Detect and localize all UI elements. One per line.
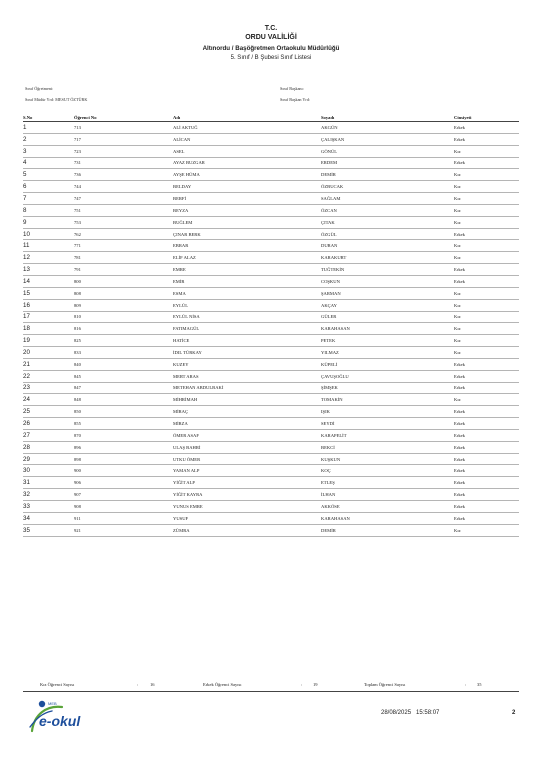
- table-row: [23, 240, 519, 252]
- row-first-name: FATIMAGÜL: [173, 323, 321, 335]
- table-row: [23, 406, 519, 418]
- table-row: [23, 252, 519, 264]
- row-first-name: KUZEY: [173, 358, 321, 370]
- row-sno: 23: [23, 382, 74, 394]
- row-last-name: AKGÜN: [321, 122, 454, 134]
- row-first-name: ÇINAR BERK: [173, 228, 321, 240]
- row-first-name: EMİR: [173, 275, 321, 287]
- boys-count-value: 19: [313, 682, 318, 687]
- row-first-name: YUNUS EMRE: [173, 501, 321, 513]
- row-last-name: AKKÖSE: [321, 501, 454, 513]
- row-last-name: TOMAKİN: [321, 394, 454, 406]
- row-first-name: YAMAN ALP: [173, 465, 321, 477]
- row-first-name: ZÜMRA: [173, 524, 321, 536]
- row-gender: Erkek: [454, 122, 519, 134]
- row-first-name: BELDAY: [173, 181, 321, 193]
- row-first-name: ASEL: [173, 145, 321, 157]
- row-first-name: HATİCE: [173, 335, 321, 347]
- table-row: [23, 157, 519, 169]
- row-last-name: SAĞLAM: [321, 193, 454, 205]
- row-sno: 11: [23, 240, 74, 252]
- table-row: [23, 370, 519, 382]
- row-sno: 34: [23, 512, 74, 524]
- row-gender: Kız: [454, 335, 519, 347]
- total-count-label: Toplam Öğrenci Sayısı: [364, 682, 406, 687]
- total-count-separator: :: [465, 682, 467, 687]
- row-student-no: 898: [74, 453, 173, 465]
- row-student-no: 816: [74, 323, 173, 335]
- header-governorship: ORDU VALİLİĞİ: [245, 34, 297, 41]
- svg-text:MEB: MEB: [48, 701, 57, 706]
- row-first-name: MİRAÇ: [173, 406, 321, 418]
- row-student-no: 800: [74, 275, 173, 287]
- row-first-name: YUSUF: [173, 512, 321, 524]
- row-first-name: ÖMER ASAF: [173, 429, 321, 441]
- row-sno: 9: [23, 216, 74, 228]
- table-row: [23, 204, 519, 216]
- row-first-name: ESMA: [173, 287, 321, 299]
- row-last-name: ÖZBUCAK: [321, 181, 454, 193]
- column-header-student-no: Öğrenci No: [74, 114, 173, 122]
- row-student-no: 791: [74, 264, 173, 276]
- row-gender: Kız: [454, 287, 519, 299]
- row-gender: Erkek: [454, 382, 519, 394]
- table-row: [23, 193, 519, 205]
- row-first-name: EYLÜL NİSA: [173, 311, 321, 323]
- row-student-no: 751: [74, 204, 173, 216]
- row-gender: Kız: [454, 524, 519, 536]
- table-row: [23, 169, 519, 181]
- row-gender: Kız: [454, 240, 519, 252]
- row-sno: 17: [23, 311, 74, 323]
- row-sno: 10: [23, 228, 74, 240]
- row-last-name: GÜLER: [321, 311, 454, 323]
- column-header-gender: Cinsiyeti: [454, 114, 519, 122]
- row-sno: 20: [23, 347, 74, 359]
- row-sno: 8: [23, 204, 74, 216]
- class-vice-president-label: Sınıf Başkan Yrd:: [280, 97, 311, 102]
- row-gender: Kız: [454, 252, 519, 264]
- row-student-no: 855: [74, 418, 173, 430]
- table-row: [23, 264, 519, 276]
- total-count-value: 35: [477, 682, 482, 687]
- row-sno: 35: [23, 524, 74, 536]
- row-gender: Kız: [454, 145, 519, 157]
- row-first-name: UTKU ÖMER: [173, 453, 321, 465]
- row-gender: Erkek: [454, 228, 519, 240]
- row-gender: Erkek: [454, 489, 519, 501]
- row-gender: Erkek: [454, 157, 519, 169]
- row-first-name: YİĞİT KAYRA: [173, 489, 321, 501]
- row-gender: Erkek: [454, 133, 519, 145]
- row-gender: Kız: [454, 311, 519, 323]
- table-row: [23, 133, 519, 145]
- row-gender: Erkek: [454, 418, 519, 430]
- row-last-name: KARAHASAN: [321, 323, 454, 335]
- row-first-name: MİHRİMAH: [173, 394, 321, 406]
- svg-text:e-okul: e-okul: [39, 713, 81, 729]
- row-last-name: KÜPELİ: [321, 358, 454, 370]
- table-row: [23, 335, 519, 347]
- row-gender: Erkek: [454, 370, 519, 382]
- row-last-name: DURAN: [321, 240, 454, 252]
- header-school: Altınordu / Başöğretmen Ortaokulu Müdürlüğü: [202, 45, 340, 52]
- row-last-name: ŞİMŞEK: [321, 382, 454, 394]
- row-last-name: BEKCİ: [321, 441, 454, 453]
- row-sno: 31: [23, 477, 74, 489]
- row-gender: Kız: [454, 323, 519, 335]
- table-row: [23, 299, 519, 311]
- row-gender: Kız: [454, 169, 519, 181]
- table-header-row: [23, 114, 519, 122]
- row-sno: 2: [23, 133, 74, 145]
- row-student-no: 781: [74, 252, 173, 264]
- row-sno: 30: [23, 465, 74, 477]
- row-student-no: 747: [74, 193, 173, 205]
- table-row: [23, 524, 519, 536]
- header-class-list-title: 5. Sınıf / B Şubesi Sınıf Listesi: [230, 55, 312, 61]
- row-student-no: 848: [74, 394, 173, 406]
- row-student-no: 911: [74, 512, 173, 524]
- girls-count-value: 16: [150, 682, 155, 687]
- row-first-name: ELİF ALAZ: [173, 252, 321, 264]
- row-student-no: 723: [74, 145, 173, 157]
- table-row: [23, 382, 519, 394]
- row-first-name: METEHAN ABDULBAKİ: [173, 382, 321, 394]
- row-first-name: MERT ARAS: [173, 370, 321, 382]
- row-student-no: 825: [74, 335, 173, 347]
- class-teacher-label: Sınıf Öğretmeni:: [25, 86, 54, 91]
- row-student-no: 833: [74, 347, 173, 359]
- row-last-name: KARAKURT: [321, 252, 454, 264]
- row-student-no: 896: [74, 441, 173, 453]
- table-row: [23, 512, 519, 524]
- row-last-name: KARAHASAN: [321, 512, 454, 524]
- row-last-name: DEMİR: [321, 169, 454, 181]
- row-student-no: 810: [74, 311, 173, 323]
- row-gender: Erkek: [454, 441, 519, 453]
- row-last-name: ÖZCAN: [321, 204, 454, 216]
- row-sno: 33: [23, 501, 74, 513]
- row-sno: 14: [23, 275, 74, 287]
- row-gender: Erkek: [454, 501, 519, 513]
- row-student-no: 753: [74, 216, 173, 228]
- row-last-name: PETEK: [321, 335, 454, 347]
- row-first-name: EBRAR: [173, 240, 321, 252]
- row-student-no: 717: [74, 133, 173, 145]
- row-sno: 24: [23, 394, 74, 406]
- row-gender: Kız: [454, 394, 519, 406]
- row-first-name: ULAŞ BAHRİ: [173, 441, 321, 453]
- row-sno: 13: [23, 264, 74, 276]
- row-last-name: ETLEŞ: [321, 477, 454, 489]
- print-datetime: 28/08/2025 15:58:07: [381, 710, 440, 716]
- footer-divider: [23, 691, 519, 692]
- row-last-name: ÇALIŞKAN: [321, 133, 454, 145]
- row-gender: Erkek: [454, 512, 519, 524]
- page-number: 2: [512, 710, 516, 716]
- row-student-no: 762: [74, 228, 173, 240]
- row-last-name: ÖZGÜL: [321, 228, 454, 240]
- row-student-no: 850: [74, 406, 173, 418]
- table-row: [23, 501, 519, 513]
- girls-count-separator: :: [137, 682, 139, 687]
- row-student-no: 908: [74, 501, 173, 513]
- table-row: [23, 453, 519, 465]
- table-row: [23, 441, 519, 453]
- class-vice-principal-label: Sınıf Müdür Yrd: MESUT ÖZTÜRK: [25, 97, 88, 102]
- row-sno: 26: [23, 418, 74, 430]
- column-header-sno: S.No: [23, 114, 74, 122]
- row-first-name: İDIL TÜRKAY: [173, 347, 321, 359]
- row-sno: 18: [23, 323, 74, 335]
- table-row: [23, 145, 519, 157]
- row-last-name: IŞIK: [321, 406, 454, 418]
- row-sno: 22: [23, 370, 74, 382]
- row-gender: Erkek: [454, 275, 519, 287]
- row-first-name: EMRE: [173, 264, 321, 276]
- table-row: [23, 181, 519, 193]
- table-row: [23, 323, 519, 335]
- table-row: [23, 394, 519, 406]
- row-gender: Kız: [454, 181, 519, 193]
- table-row: [23, 275, 519, 287]
- column-header-first-name: Adı: [173, 114, 321, 122]
- row-student-no: 736: [74, 169, 173, 181]
- table-row: [23, 228, 519, 240]
- row-sno: 7: [23, 193, 74, 205]
- row-student-no: 906: [74, 477, 173, 489]
- row-sno: 1: [23, 122, 74, 134]
- row-gender: Erkek: [454, 465, 519, 477]
- row-student-no: 900: [74, 465, 173, 477]
- table-row: [23, 311, 519, 323]
- row-first-name: BERFİ: [173, 193, 321, 205]
- table-row: [23, 477, 519, 489]
- row-student-no: 870: [74, 429, 173, 441]
- row-last-name: ÇITAK: [321, 216, 454, 228]
- row-sno: 29: [23, 453, 74, 465]
- table-row: [23, 216, 519, 228]
- row-last-name: ŞARMAN: [321, 287, 454, 299]
- row-sno: 25: [23, 406, 74, 418]
- row-student-no: 808: [74, 287, 173, 299]
- girls-count-label: Kız Öğrenci Sayısı: [40, 682, 75, 687]
- row-gender: Erkek: [454, 453, 519, 465]
- class-president-label: Sınıf Başkanı:: [280, 86, 304, 91]
- header-tc: T.C.: [264, 25, 278, 32]
- row-gender: Kız: [454, 193, 519, 205]
- row-last-name: SEYDİ: [321, 418, 454, 430]
- row-student-no: 847: [74, 382, 173, 394]
- row-student-no: 840: [74, 358, 173, 370]
- column-header-last-name: Soyadı: [321, 114, 454, 122]
- row-first-name: BUĞLEM: [173, 216, 321, 228]
- row-gender: Erkek: [454, 358, 519, 370]
- row-sno: 3: [23, 145, 74, 157]
- row-sno: 5: [23, 169, 74, 181]
- row-sno: 12: [23, 252, 74, 264]
- row-sno: 15: [23, 287, 74, 299]
- table-row: [23, 122, 519, 134]
- row-last-name: DEMİR: [321, 524, 454, 536]
- row-gender: Kız: [454, 204, 519, 216]
- table-row: [23, 465, 519, 477]
- boys-count-separator: :: [301, 682, 303, 687]
- row-first-name: ALİCAN: [173, 133, 321, 145]
- row-first-name: AYŞE HÜMA: [173, 169, 321, 181]
- row-student-no: 809: [74, 299, 173, 311]
- row-gender: Erkek: [454, 264, 519, 276]
- row-sno: 19: [23, 335, 74, 347]
- row-first-name: AYAZ BUZGAR: [173, 157, 321, 169]
- row-gender: Kız: [454, 347, 519, 359]
- row-first-name: MİRZA: [173, 418, 321, 430]
- row-last-name: KOÇ: [321, 465, 454, 477]
- row-last-name: GÖNÜL: [321, 145, 454, 157]
- table-row: [23, 287, 519, 299]
- row-last-name: COŞKUN: [321, 275, 454, 287]
- row-sno: 4: [23, 157, 74, 169]
- row-gender: Kız: [454, 299, 519, 311]
- row-student-no: 731: [74, 157, 173, 169]
- row-last-name: ERDEM: [321, 157, 454, 169]
- row-last-name: ÇAVUŞOĞLU: [321, 370, 454, 382]
- row-sno: 16: [23, 299, 74, 311]
- row-last-name: YILMAZ: [321, 347, 454, 359]
- table-row: [23, 418, 519, 430]
- boys-count-label: Erkek Öğrenci Sayısı: [203, 682, 242, 687]
- row-last-name: İLHAN: [321, 489, 454, 501]
- row-sno: 27: [23, 429, 74, 441]
- row-gender: Erkek: [454, 477, 519, 489]
- row-sno: 21: [23, 358, 74, 370]
- row-first-name: BEYZA: [173, 204, 321, 216]
- row-last-name: TUĞTEKİN: [321, 264, 454, 276]
- row-last-name: KUŞKUN: [321, 453, 454, 465]
- row-gender: Erkek: [454, 406, 519, 418]
- table-row: [23, 347, 519, 359]
- row-gender: Erkek: [454, 429, 519, 441]
- row-sno: 28: [23, 441, 74, 453]
- student-list-table: [23, 114, 519, 537]
- row-first-name: ALİ AKTUĞ: [173, 122, 321, 134]
- row-student-no: 921: [74, 524, 173, 536]
- row-student-no: 713: [74, 122, 173, 134]
- row-gender: Kız: [454, 216, 519, 228]
- row-student-no: 845: [74, 370, 173, 382]
- row-last-name: AKÇAY: [321, 299, 454, 311]
- table-row: [23, 489, 519, 501]
- row-student-no: 907: [74, 489, 173, 501]
- row-first-name: EYLÜL: [173, 299, 321, 311]
- row-last-name: KARAPELİT: [321, 429, 454, 441]
- table-row: [23, 358, 519, 370]
- table-row: [23, 429, 519, 441]
- e-okul-logo: [28, 697, 108, 737]
- row-first-name: YİĞİT ALP: [173, 477, 321, 489]
- row-student-no: 771: [74, 240, 173, 252]
- row-student-no: 744: [74, 181, 173, 193]
- row-sno: 6: [23, 181, 74, 193]
- row-sno: 32: [23, 489, 74, 501]
